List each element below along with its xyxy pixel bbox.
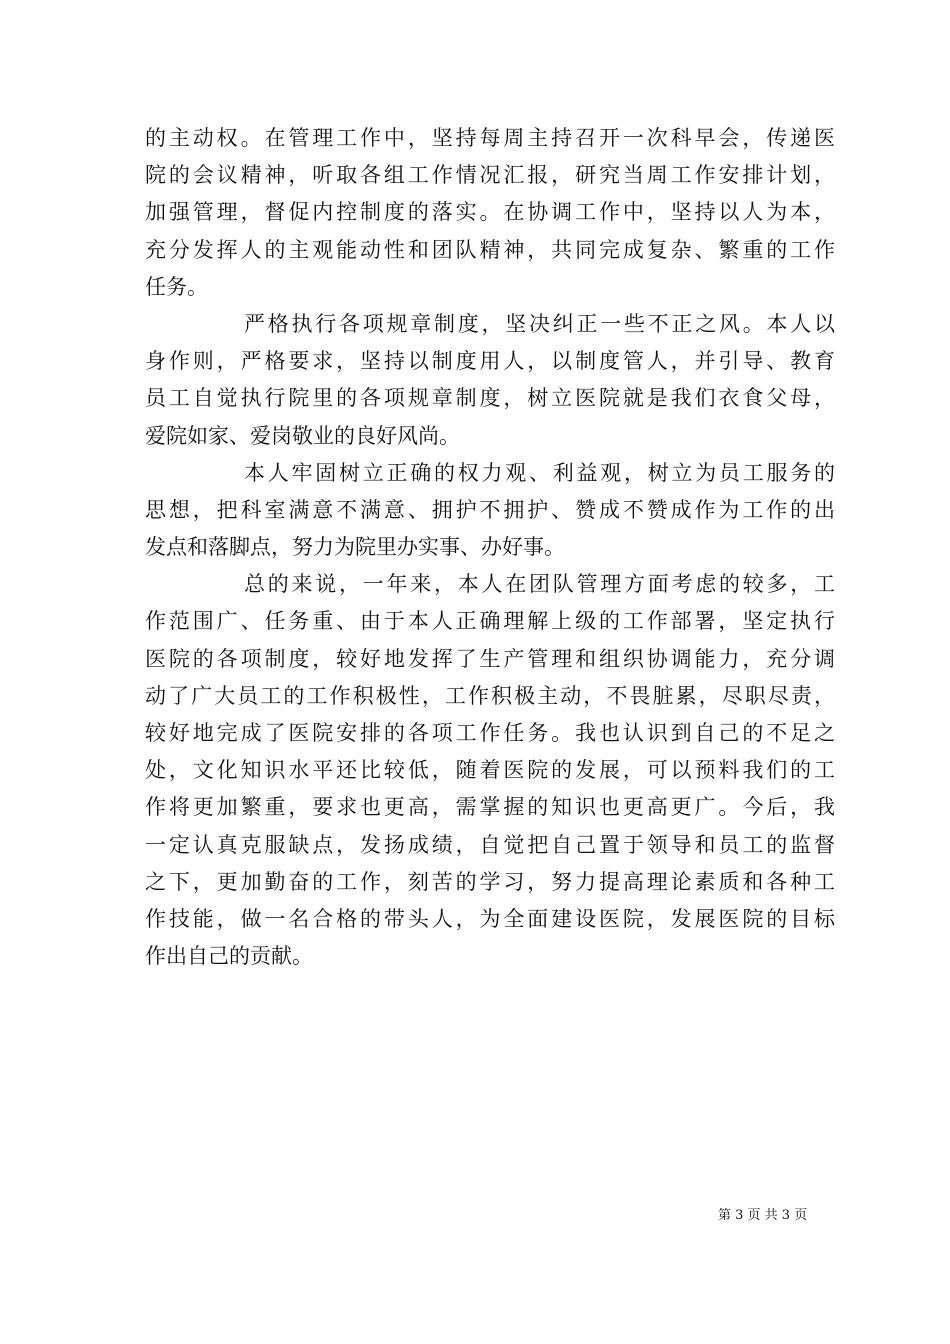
- text-line: 思想，把科室满意不满意、拥护不拥护、赞成不赞成作为工作的出: [145, 497, 835, 522]
- text-line: 作范围广、任务重、由于本人正确理解上级的工作部署，坚定执行: [145, 609, 835, 634]
- text-line: 总的来说，一年来，本人在团队管理方面考虑的较多，工: [244, 572, 835, 597]
- document-body: [145, 120, 835, 975]
- text-line: 充分发挥人的主观能动性和团队精神，共同完成复杂、繁重的工作: [145, 237, 835, 262]
- text-line: 较好地完成了医院安排的各项工作任务。我也认识到自己的不足之: [145, 721, 835, 745]
- page-number-footer: 第 3 页 共 3 页: [718, 1208, 808, 1223]
- text-line: 严格执行各项规章制度，坚决纠正一些不正之风。本人以: [244, 311, 835, 336]
- text-line: 发点和落脚点，努力为院里办实事、办好事。: [145, 535, 565, 560]
- text-line: 一定认真克服缺点，发扬成绩，自觉把自己置于领导和员工的监督: [145, 832, 835, 857]
- text-line: 动了广大员工的工作积极性，工作积极主动，不畏脏累，尽职尽责，: [145, 683, 835, 708]
- text-line: 加强管理，督促内控制度的落实。在协调工作中，坚持以人为本，: [145, 200, 835, 225]
- text-line: 之下，更加勤奋的工作，刻苦的学习，努力提高理论素质和各种工: [145, 869, 835, 894]
- text-line: 任务。: [145, 274, 208, 299]
- text-line: 处，文化知识水平还比较低，随着医院的发展，可以预料我们的工: [145, 758, 835, 783]
- text-line: 的主动权。在管理工作中，坚持每周主持召开一次科早会，传递医: [145, 126, 835, 150]
- text-line: 作出自己的贡献。: [145, 944, 313, 969]
- text-line: 作技能，做一名合格的带头人，为全面建设医院，发展医院的目标: [145, 906, 835, 931]
- text-line: 身作则，严格要求，坚持以制度用人，以制度管人，并引导、教育: [145, 349, 835, 374]
- text-line: 作将更加繁重，要求也更高，需掌握的知识也更高更广。今后，我: [145, 795, 835, 820]
- text-line: 本人牢固树立正确的权力观、利益观，树立为员工服务的: [244, 460, 835, 485]
- text-line: 医院的各项制度，较好地发挥了生产管理和组织协调能力，充分调: [145, 646, 835, 671]
- text-line: 爱院如家、爱岗敬业的良好风尚。: [145, 423, 460, 448]
- text-line: 院的会议精神，听取各组工作情况汇报，研究当周工作安排计划，: [145, 163, 835, 188]
- text-line: 员工自觉执行院里的各项规章制度，树立医院就是我们衣食父母，: [145, 386, 835, 411]
